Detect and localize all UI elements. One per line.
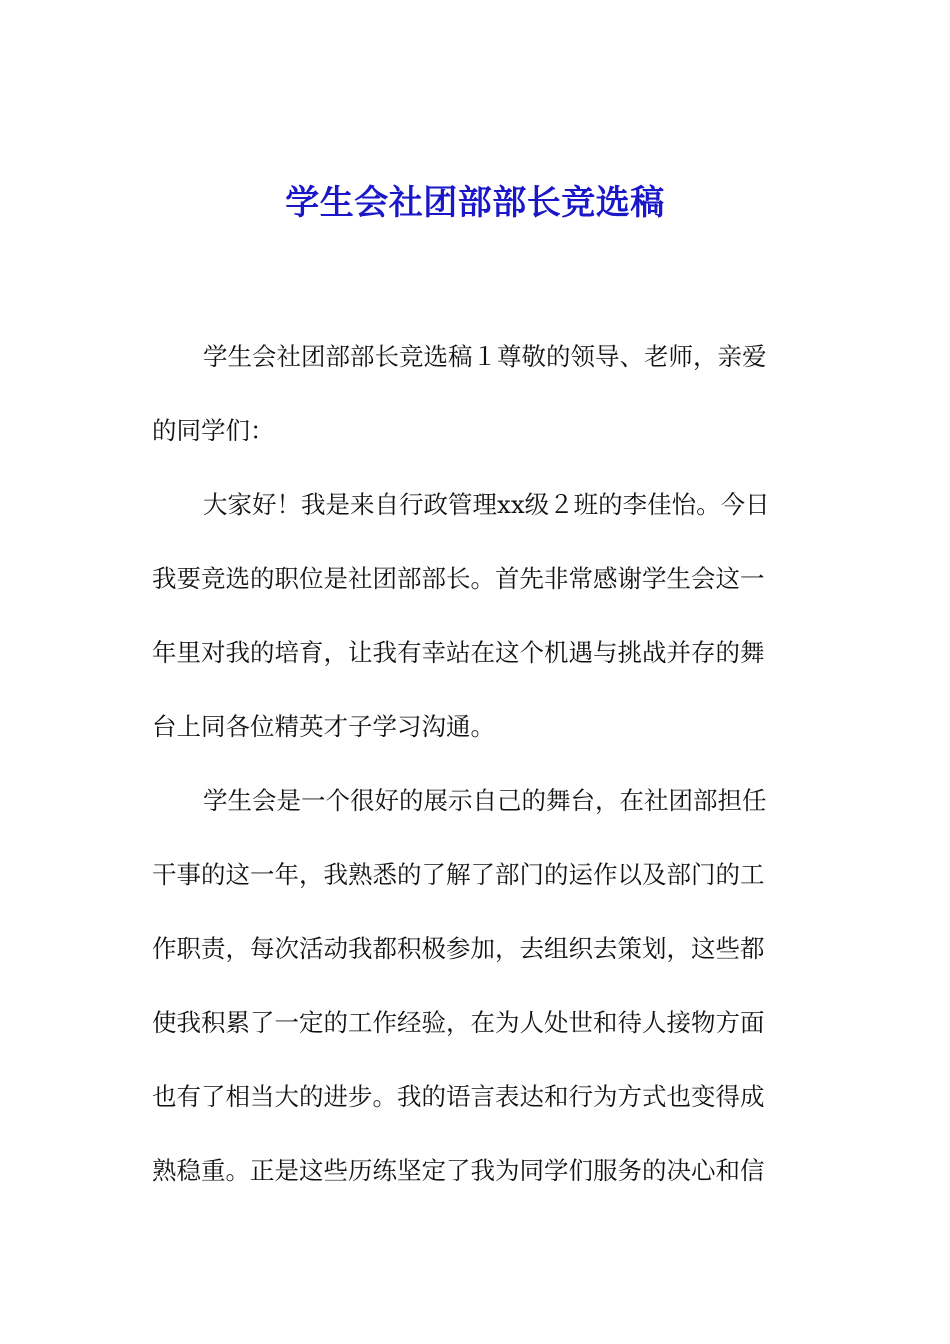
paragraph-line: 年里对我的培育，让我有幸站在这个机遇与挑战并存的舞	[152, 638, 765, 667]
paragraph-line: 我要竞选的职位是社团部部长。首先非常感谢学生会这一	[152, 564, 765, 593]
document-title: 学生会社团部部长竞选稿	[285, 183, 665, 223]
paragraph-line: 的同学们：	[152, 416, 275, 445]
paragraph-line: 也有了相当大的进步。我的语言表达和行为方式也变得成	[152, 1082, 765, 1111]
paragraph-line: 使我积累了一定的工作经验，在为人处世和待人接物方面	[152, 1008, 765, 1037]
paragraph-line: 台上同各位精英才子学习沟通。	[152, 712, 495, 741]
paragraph-line: 学生会社团部部长竞选稿１尊敬的领导、老师，亲爱	[203, 342, 767, 371]
paragraph-line: 学生会是一个很好的展示自己的舞台，在社团部担任	[203, 786, 767, 815]
paragraph-line: 作职责，每次活动我都积极参加，去组织去策划，这些都	[152, 934, 765, 963]
paragraph-line: 干事的这一年，我熟悉的了解了部门的运作以及部门的工	[152, 860, 765, 889]
paragraph-line: 大家好！我是来自行政管理xx级２班的李佳怡。今日	[203, 490, 770, 519]
paragraph-line: 熟稳重。正是这些历练坚定了我为同学们服务的决心和信	[152, 1156, 765, 1185]
document-body	[152, 320, 800, 1208]
